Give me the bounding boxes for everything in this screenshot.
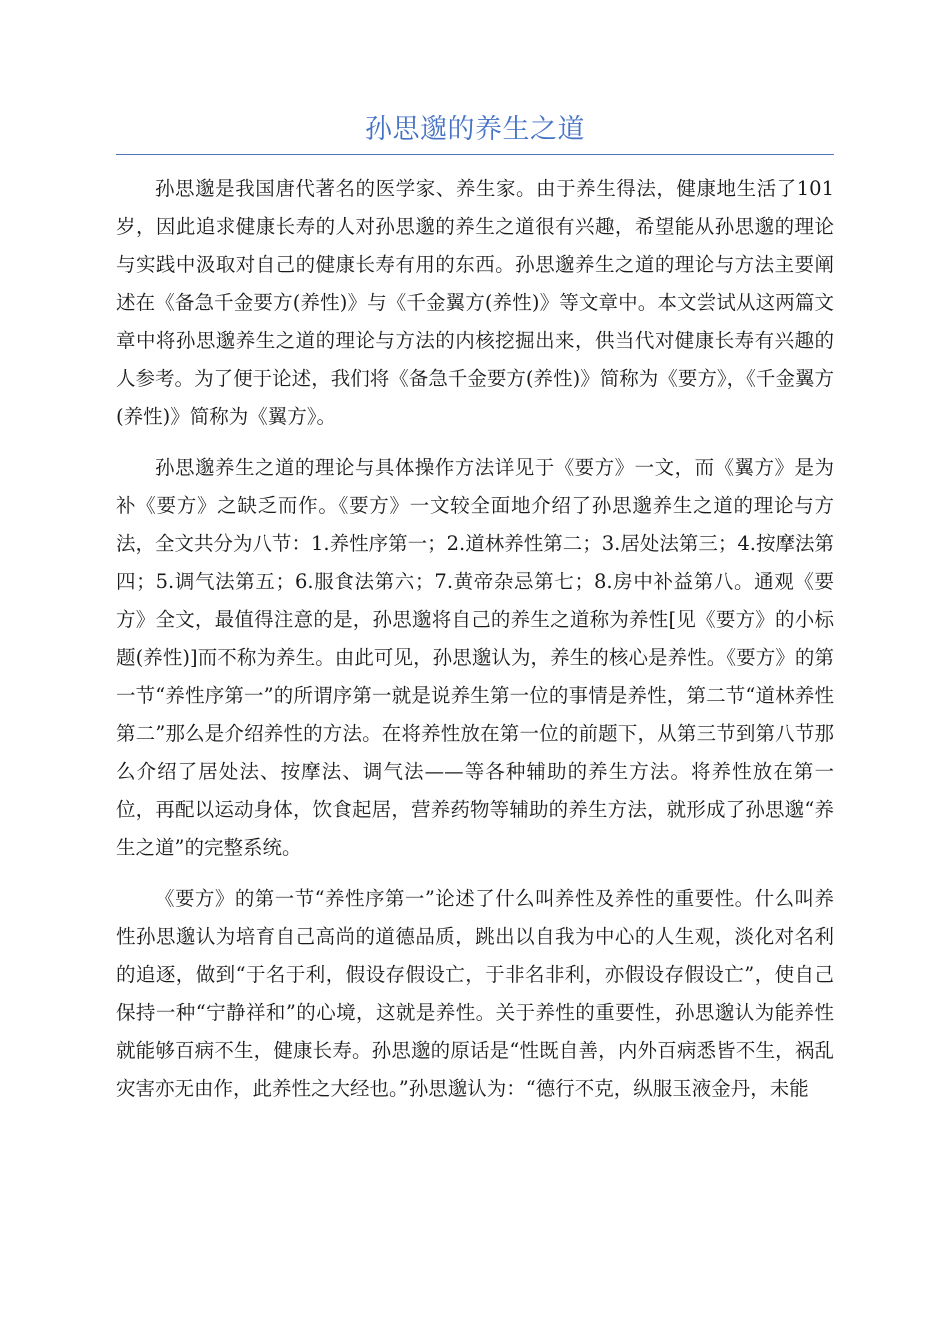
paragraph-1: 孙思邈是我国唐代著名的医学家、养生家。由于养生得法，健康地生活了101岁，因此追求健康长寿的人对孙思邈的养生之道很有兴趣，希望能从孙思邈的理论与实践中汲取对自己的健康长寿有用的东西。孙思邈养生之道的理论与方法主要阐述在《备急千金要方(养性)》与《千金翼方(养性)》等文章中。本文尝试从这两篇文章中将孙思邈养生之道的理论与方法的内核挖掘出来，供当代对健康长寿有兴趣的人参考。为了便于论述，我们将《备急千金要方(养性)》简称为《要方》，《千金翼方(养性)》简称为《翼方》。 (116, 177, 834, 428)
paragraph-2: 孙思邈养生之道的理论与具体操作方法详见于《要方》一文，而《翼方》是为补《要方》之缺乏而作。《要方》一文较全面地介绍了孙思邈养生之道的理论与方法，全文共分为八节：1.养性序第一；2.道林养性第二；3.居处法第三；4.按摩法第四；5.调气法第五；6.服食法第六；7.黄帝杂忌第七；8.房中补益第八。通观《要方》全文，最值得注意的是，孙思邈将自己的养生之道称为养性[见《要方》的小标题(养性)]而不称为养生。由此可见，孙思邈认为，养生的核心是养性。《要方》的第一节“养性序第一”的所谓序第一就是说养生第一位的事情是养性，第二节“道林养性第二”那么是介绍养性的方法。在将养性放在第一位的前题下，从第三节到第八节那么介绍了居处法、按摩法、调气法——等各种辅助的养生方法。将养性放在第一位，再配以运动身体，饮食起居，营养药物等辅助的养生方法，就形成了孙思邈“养生之道”的完整系统。 (116, 456, 834, 859)
paragraph-3: 《要方》的第一节“养性序第一”论述了什么叫养性及养性的重要性。什么叫养性孙思邈认为培育自己高尚的道德品质，跳出以自我为中心的人生观，淡化对名利的追逐，做到“于名于利，假设存假设亡，于非名非利，亦假设存假设亡”，使自己保持一种“宁静祥和”的心境，这就是养性。关于养性的重要性，孙思邈认为能养性就能够百病不生，健康长寿。孙思邈的原话是“性既自善，内外百病悉皆不生，祸乱灾害亦无由作，此养性之大经也。”孙思邈认为：“德行不克，纵服玉液金丹，未能 (116, 887, 834, 1100)
document-title: 孙思邈的养生之道 (365, 114, 585, 145)
document-body (116, 170, 834, 1121)
title-underline (116, 154, 834, 155)
